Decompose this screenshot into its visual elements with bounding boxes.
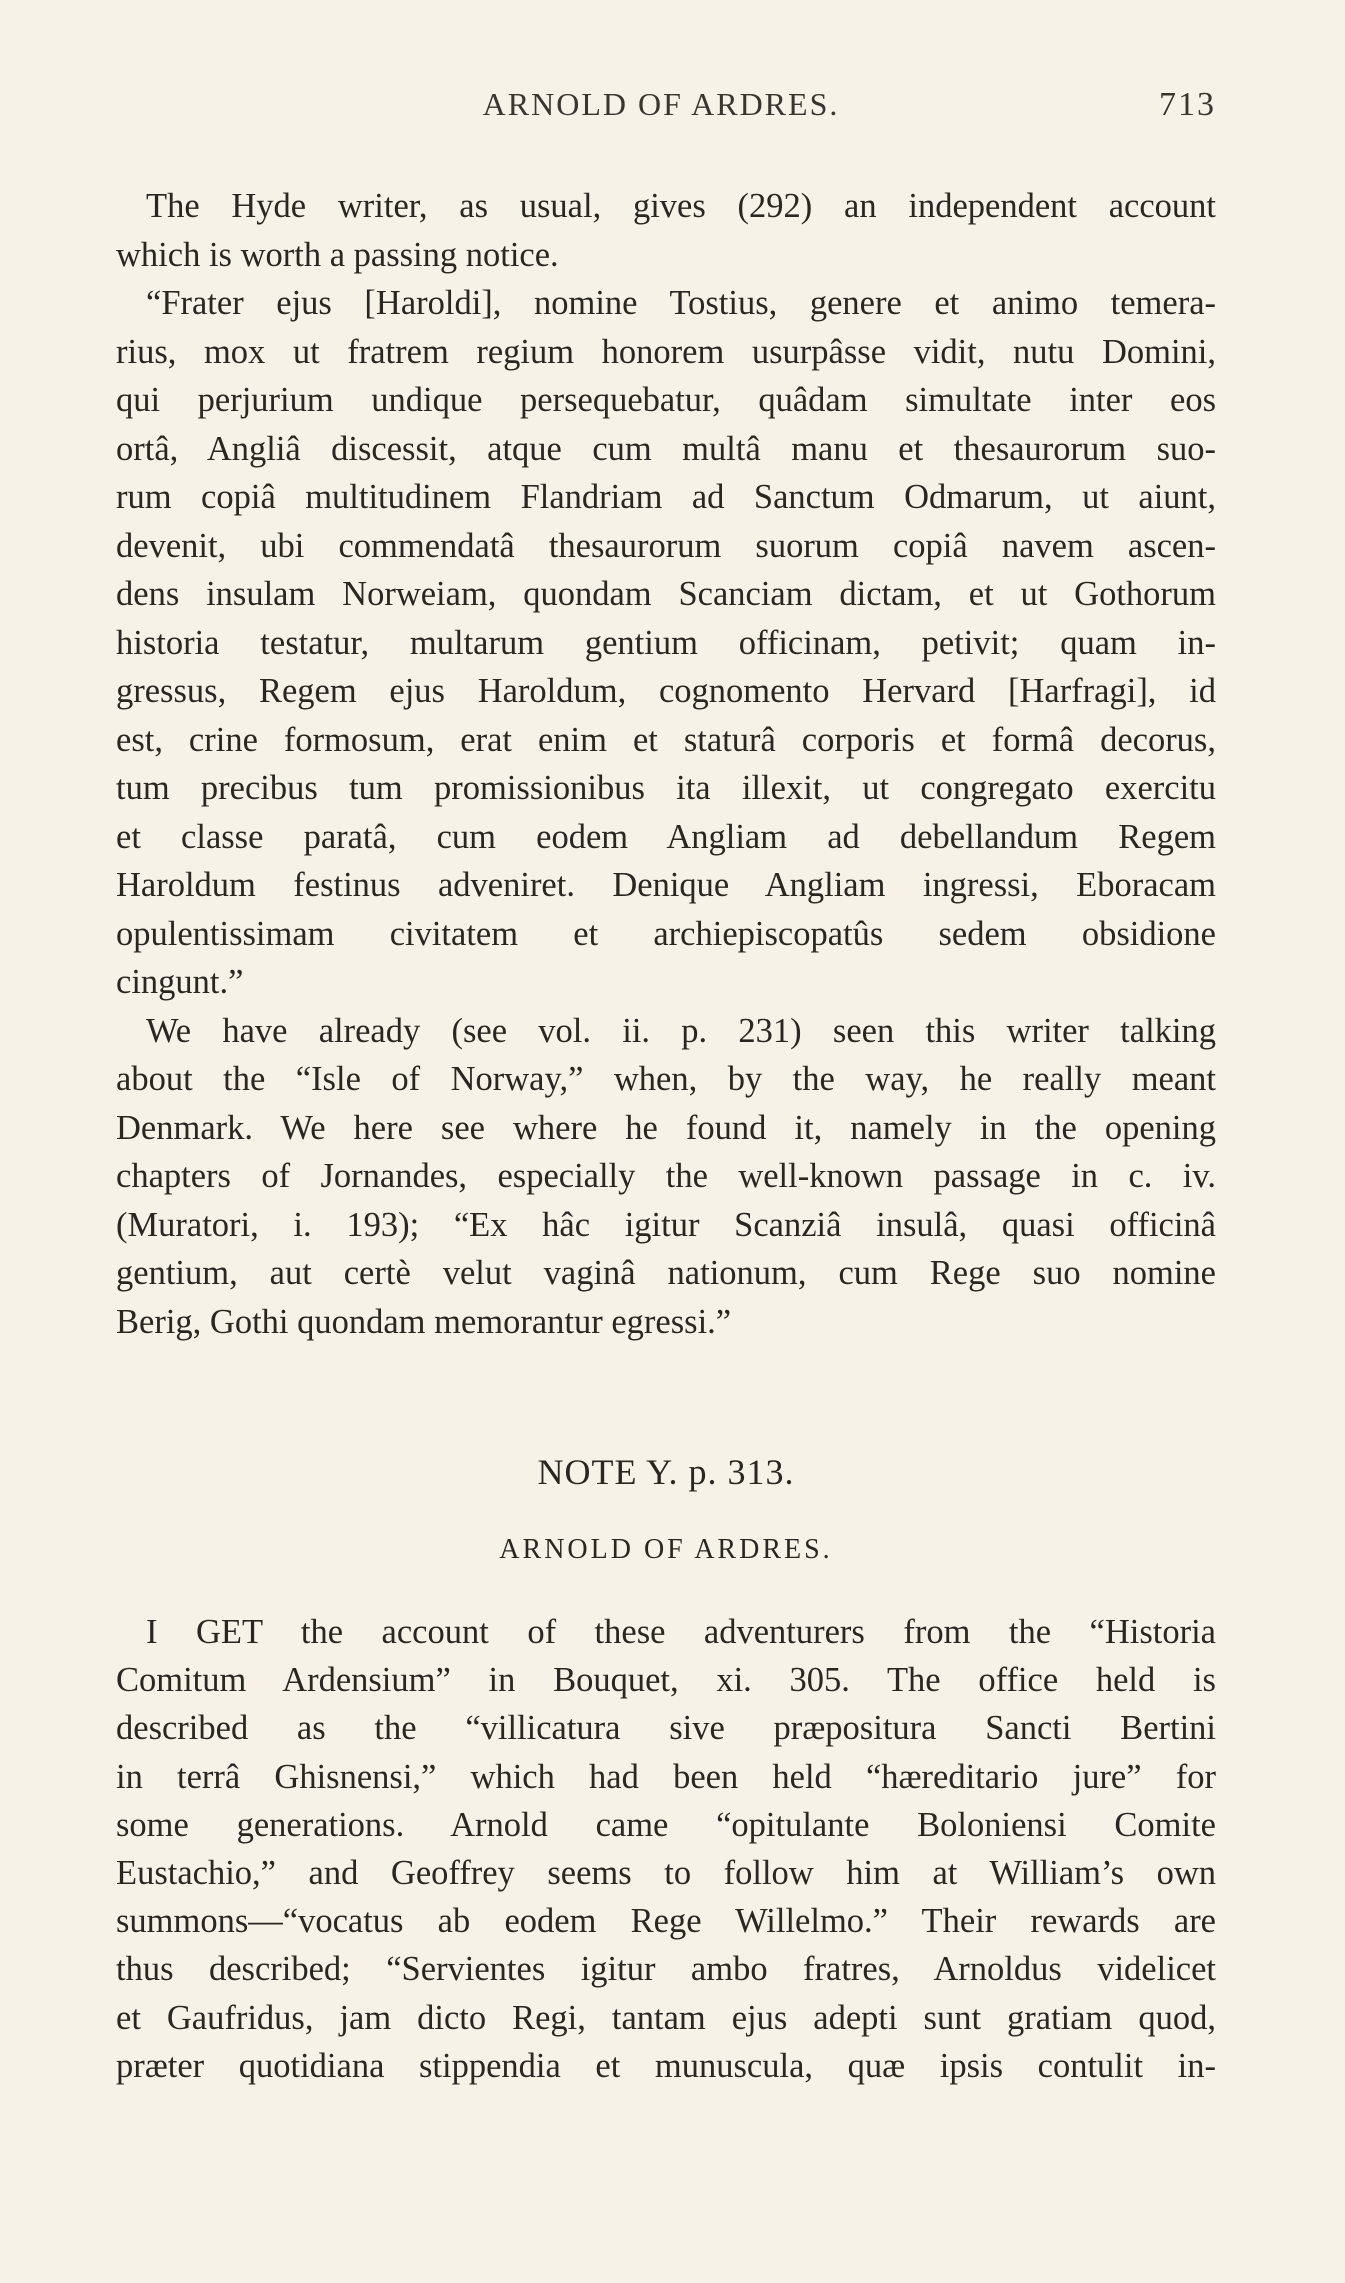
text-line: gentium, aut certè velut vaginâ nationum, cum Rege suo nomine — [116, 1254, 1216, 1292]
text-line: thus described; “Servientes igitur ambo fratres, Arnoldus videlicet — [116, 1950, 1216, 1989]
text-line: qui perjurium undique persequebatur, quâdam simultate inter eos — [116, 381, 1216, 419]
page — [116, 86, 1216, 2090]
text-line: ortâ, Angliâ discessit, atque cum multâ manu et thesaurorum suo- — [116, 429, 1216, 468]
text-line: cingunt.” — [116, 963, 244, 1001]
text-line: some generations. Arnold came “opitulante Boloniensi Comite — [116, 1805, 1216, 1844]
note-heading: NOTE Y. p. 313. — [537, 1452, 795, 1492]
text-line: dens insulam Norweiam, quondam Scanciam dictam, et ut Gothorum — [116, 575, 1216, 613]
text-line: “Frater ejus [Haroldi], nomine Tostius, genere et animo temera- — [146, 284, 1216, 322]
text-line: præter quotidiana stippendia et munuscula, quæ ipsis contulit in- — [116, 2046, 1216, 2085]
text-line: which is worth a passing notice. — [116, 235, 559, 274]
page-number: 713 — [1159, 86, 1216, 123]
text-line: Comitum Ardensium” in Bouquet, xi. 305. The office held is — [116, 1661, 1216, 1700]
paragraph-latin-quote — [116, 279, 1216, 1007]
note-subheading: ARNOLD OF ARDRES. — [499, 1534, 833, 1565]
text-line: Denmark. We here see where he found it, namely in the opening — [116, 1108, 1216, 1147]
text-line: Haroldum festinus adveniret. Denique Angliam ingressi, Eboracam — [116, 866, 1216, 904]
text-line: about the “Isle of Norway,” when, by the way, he really meant — [116, 1060, 1216, 1098]
text-line: opulentissimam civitatem et archiepiscopatûs sedem obsidione — [116, 914, 1216, 953]
text-line: et Gaufridus, jam dicto Regi, tantam ejus adepti sunt gratiam quod, — [116, 1998, 1216, 2037]
text-line: Eustachio,” and Geoffrey seems to follow him at William’s own — [116, 1853, 1216, 1892]
paragraph-isle-of-norway — [116, 1007, 1216, 1347]
running-head — [116, 86, 1216, 146]
text-line: est, crine formosum, erat enim et staturâ corporis et formâ decorus, — [116, 720, 1216, 759]
paragraph-arnold-account — [116, 1608, 1216, 2090]
text-line: rum copiâ multitudinem Flandriam ad Sanctum Odmarum, ut aiunt, — [116, 478, 1216, 516]
running-head-title: ARNOLD OF ARDRES. — [482, 86, 840, 122]
text-line: (Muratori, i. 193); “Ex hâc igitur Scanziâ insulâ, quasi officinâ — [116, 1205, 1216, 1244]
body-text — [116, 182, 1216, 1346]
text-line: I GET the account of these adventurers from the “Historia — [146, 1613, 1216, 1651]
text-line: summons—“vocatus ab eodem Rege Willelmo.” Their rewards are — [116, 1902, 1216, 1941]
text-line: gressus, Regem ejus Haroldum, cognomento Hervard [Harfragi], id — [116, 672, 1216, 710]
text-line: historia testatur, multarum gentium officinam, petivit; quam in- — [116, 623, 1216, 662]
text-line: et classe paratâ, cum eodem Angliam ad debellandum Regem — [116, 817, 1216, 856]
paragraph-hyde-intro — [116, 182, 1216, 279]
text-line: described as the “villicatura sive præpositura Sancti Bertini — [116, 1709, 1216, 1748]
text-line: rius, mox ut fratrem regium honorem usurpâsse vidit, nutu Domini, — [116, 332, 1216, 371]
text-line: in terrâ Ghisnensi,” which had been held “hæreditario jure” for — [116, 1757, 1216, 1796]
text-line: tum precibus tum promissionibus ita illexit, ut congregato exercitu — [116, 769, 1216, 807]
text-line: chapters of Jornandes, especially the well-known passage in c. iv. — [116, 1157, 1216, 1195]
text-line: The Hyde writer, as usual, gives (292) an independent account — [146, 187, 1216, 225]
text-line: devenit, ubi commendatâ thesaurorum suorum copiâ navem ascen- — [116, 526, 1216, 565]
text-line: Berig, Gothi quondam memorantur egressi.” — [116, 1302, 732, 1341]
text-line: We have already (see vol. ii. p. 231) seen this writer talking — [146, 1011, 1216, 1050]
